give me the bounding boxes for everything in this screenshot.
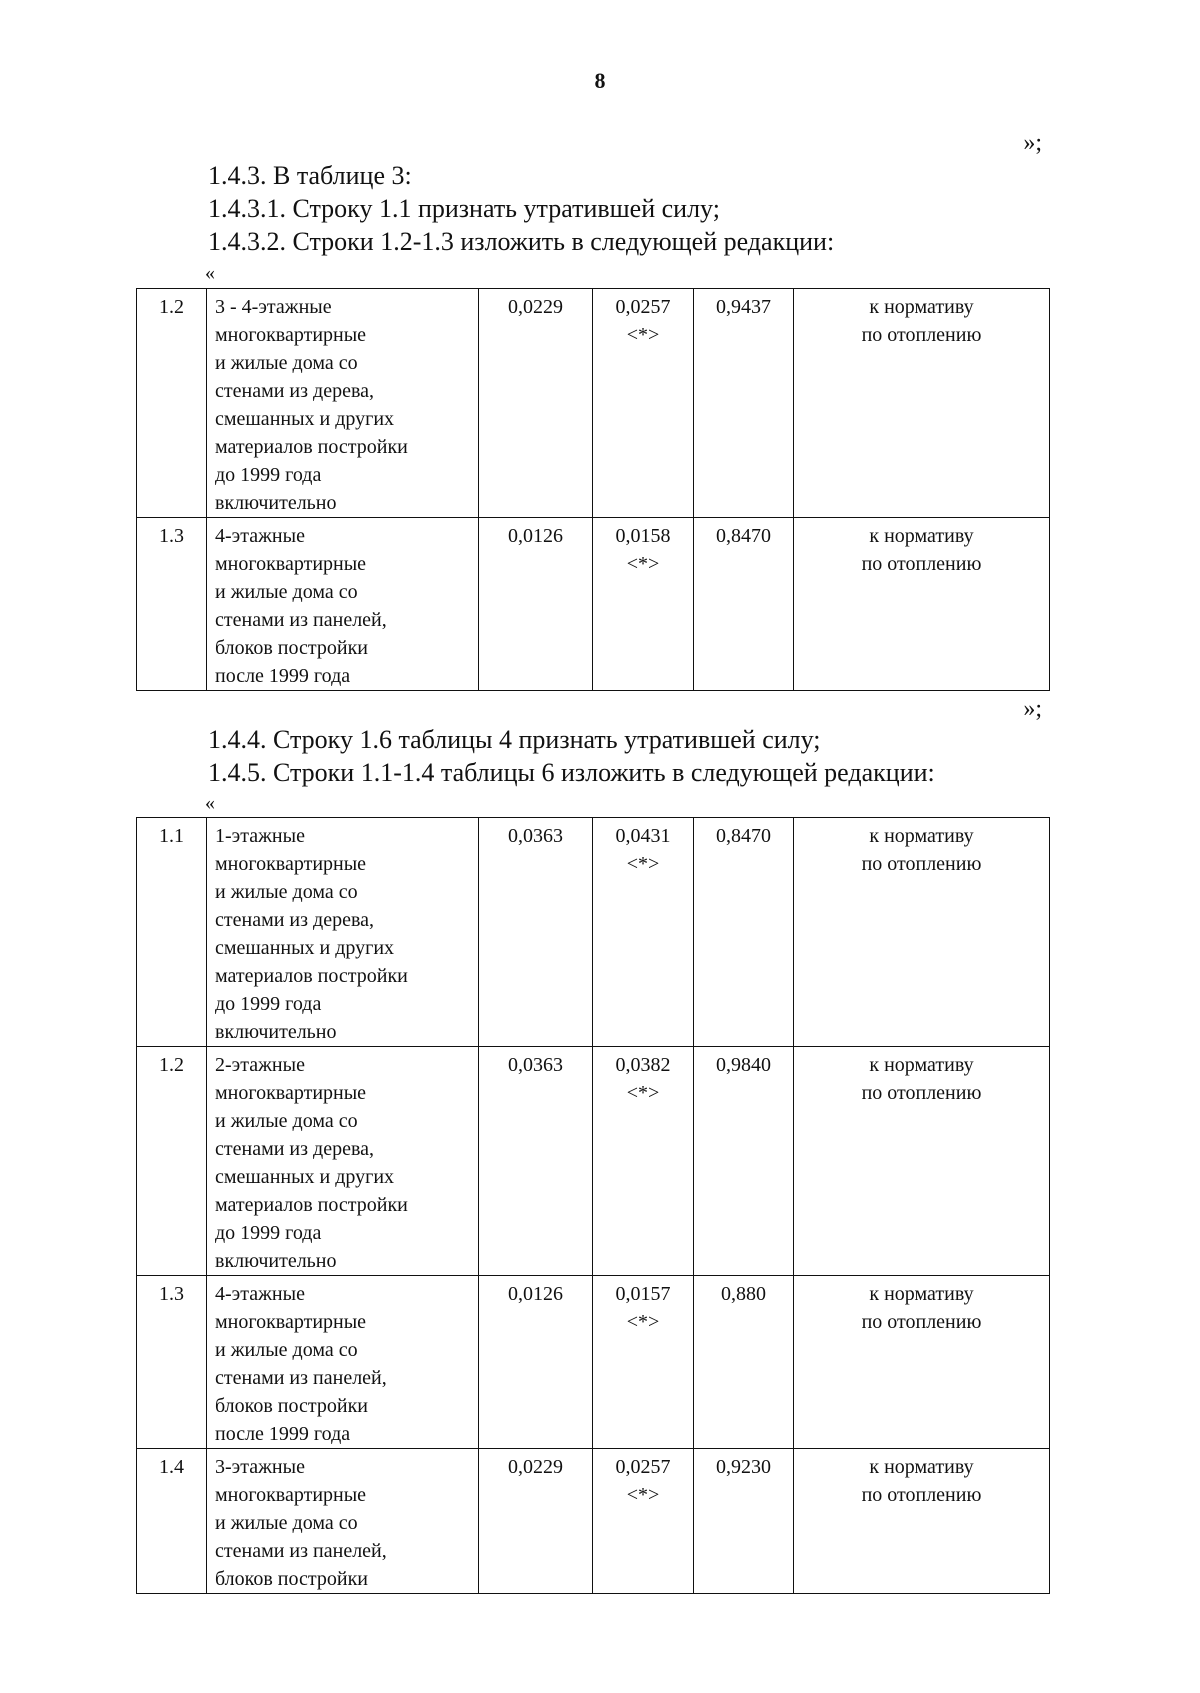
footnote-marker: <*> [626, 853, 660, 875]
value-cell [593, 1449, 694, 1594]
value-cell: 0,9840 [694, 1047, 794, 1276]
row-description [207, 1276, 479, 1449]
row-description [207, 1047, 479, 1276]
footnote-marker: <*> [626, 553, 660, 575]
closing-quote-2: »; [1023, 696, 1042, 722]
table-row [137, 518, 1050, 691]
table-row [137, 1449, 1050, 1594]
value-text: 0,0257 [615, 1456, 671, 1478]
paragraph-1-4-4: 1.4.4. Строку 1.6 таблицы 4 признать утратившей силу; [208, 725, 821, 754]
value-cell: 0,0229 [479, 1449, 593, 1594]
description-line: и жилые дома со [215, 1339, 358, 1361]
table-row [137, 1276, 1050, 1449]
description-line: 4-этажные [215, 525, 305, 547]
footnote-marker: <*> [626, 1311, 660, 1333]
description-line: стенами из панелей, [215, 609, 387, 631]
row-description [207, 518, 479, 691]
note-line: к нормативу [869, 296, 974, 318]
description-line: материалов постройки [215, 965, 408, 987]
description-line: стенами из дерева, [215, 1138, 375, 1160]
row-number: 1.1 [137, 818, 207, 1047]
value-text: 0,0158 [615, 525, 671, 547]
value-cell: 0,8470 [694, 818, 794, 1047]
paragraph-1-4-5: 1.4.5. Строки 1.1-1.4 таблицы 6 изложить в следующей редакции: [208, 758, 935, 787]
description-line: блоков постройки [215, 637, 368, 659]
description-line: стенами из панелей, [215, 1367, 387, 1389]
description-line: и жилые дома со [215, 1110, 358, 1132]
description-line: смешанных и других [215, 1166, 395, 1188]
description-line: включительно [215, 492, 337, 514]
description-line: и жилые дома со [215, 881, 358, 903]
value-text: 0,0257 [615, 296, 671, 318]
description-line: до 1999 года [215, 464, 322, 486]
row-number: 1.3 [137, 518, 207, 691]
description-line: до 1999 года [215, 1222, 322, 1244]
description-line: материалов постройки [215, 436, 408, 458]
row-note [794, 518, 1050, 691]
note-line: по отоплению [861, 853, 982, 875]
description-line: до 1999 года [215, 993, 322, 1015]
footnote-marker: <*> [626, 1484, 660, 1506]
value-text: 0,0382 [615, 1054, 671, 1076]
row-note [794, 1449, 1050, 1594]
description-line: многоквартирные [215, 553, 367, 575]
note-line: к нормативу [869, 825, 974, 847]
row-description [207, 289, 479, 518]
row-description [207, 818, 479, 1047]
description-line: 1-этажные [215, 825, 305, 847]
row-note [794, 1276, 1050, 1449]
value-cell: 0,9230 [694, 1449, 794, 1594]
opening-quote: « [205, 262, 215, 284]
description-line: многоквартирные [215, 324, 367, 346]
description-line: 3-этажные [215, 1456, 305, 1478]
description-line: 3 - 4-этажные [215, 296, 332, 318]
description-line: блоков постройки [215, 1568, 368, 1590]
description-line: многоквартирные [215, 853, 367, 875]
description-line: стенами из дерева, [215, 909, 375, 931]
row-description [207, 1449, 479, 1594]
value-text: 0,0431 [615, 825, 671, 847]
description-line: смешанных и других [215, 408, 395, 430]
row-note [794, 1047, 1050, 1276]
description-line: многоквартирные [215, 1311, 367, 1333]
description-line: и жилые дома со [215, 581, 358, 603]
description-line: блоков постройки [215, 1395, 368, 1417]
footnote-marker: <*> [626, 324, 660, 346]
row-number: 1.4 [137, 1449, 207, 1594]
table-6-rows [136, 817, 1050, 1594]
note-line: по отоплению [861, 1082, 982, 1104]
row-number: 1.3 [137, 1276, 207, 1449]
note-line: к нормативу [869, 1283, 974, 1305]
value-cell: 0,0363 [479, 818, 593, 1047]
description-line: 4-этажные [215, 1283, 305, 1305]
value-cell [593, 518, 694, 691]
row-note [794, 818, 1050, 1047]
description-line: многоквартирные [215, 1082, 367, 1104]
description-line: включительно [215, 1250, 337, 1272]
description-line: после 1999 года [215, 665, 351, 687]
description-line: и жилые дома со [215, 352, 358, 374]
table-row [137, 289, 1050, 518]
note-line: к нормативу [869, 525, 974, 547]
opening-quote-2: « [205, 792, 215, 814]
table-row [137, 818, 1050, 1047]
note-line: по отоплению [861, 553, 982, 575]
value-cell [593, 1276, 694, 1449]
note-line: к нормативу [869, 1054, 974, 1076]
value-cell: 0,9437 [694, 289, 794, 518]
description-line: 2-этажные [215, 1054, 305, 1076]
description-line: многоквартирные [215, 1484, 367, 1506]
value-text: 0,0157 [615, 1283, 671, 1305]
note-line: по отоплению [861, 1484, 982, 1506]
value-cell: 0,880 [694, 1276, 794, 1449]
description-line: и жилые дома со [215, 1512, 358, 1534]
paragraph-1-4-3: 1.4.3. В таблице 3: [208, 161, 412, 190]
description-line: после 1999 года [215, 1423, 351, 1445]
description-line: материалов постройки [215, 1194, 408, 1216]
value-cell [593, 1047, 694, 1276]
note-line: по отоплению [861, 324, 982, 346]
value-cell [593, 818, 694, 1047]
note-line: по отоплению [861, 1311, 982, 1333]
row-note [794, 289, 1050, 518]
row-number: 1.2 [137, 289, 207, 518]
description-line: включительно [215, 1021, 337, 1043]
closing-quote: »; [1023, 130, 1042, 156]
table-3-rows [136, 288, 1050, 691]
paragraph-1-4-3-2: 1.4.3.2. Строки 1.2-1.3 изложить в следующей редакции: [208, 227, 835, 256]
note-line: к нормативу [869, 1456, 974, 1478]
page-number: 8 [594, 68, 606, 93]
description-line: смешанных и других [215, 937, 395, 959]
paragraph-1-4-3-1: 1.4.3.1. Строку 1.1 признать утратившей силу; [208, 194, 720, 223]
value-cell: 0,8470 [694, 518, 794, 691]
footnote-marker: <*> [626, 1082, 660, 1104]
description-line: стенами из дерева, [215, 380, 375, 402]
row-number: 1.2 [137, 1047, 207, 1276]
description-line: стенами из панелей, [215, 1540, 387, 1562]
value-cell [593, 289, 694, 518]
value-cell: 0,0126 [479, 518, 593, 691]
value-cell: 0,0229 [479, 289, 593, 518]
table-row [137, 1047, 1050, 1276]
value-cell: 0,0363 [479, 1047, 593, 1276]
value-cell: 0,0126 [479, 1276, 593, 1449]
